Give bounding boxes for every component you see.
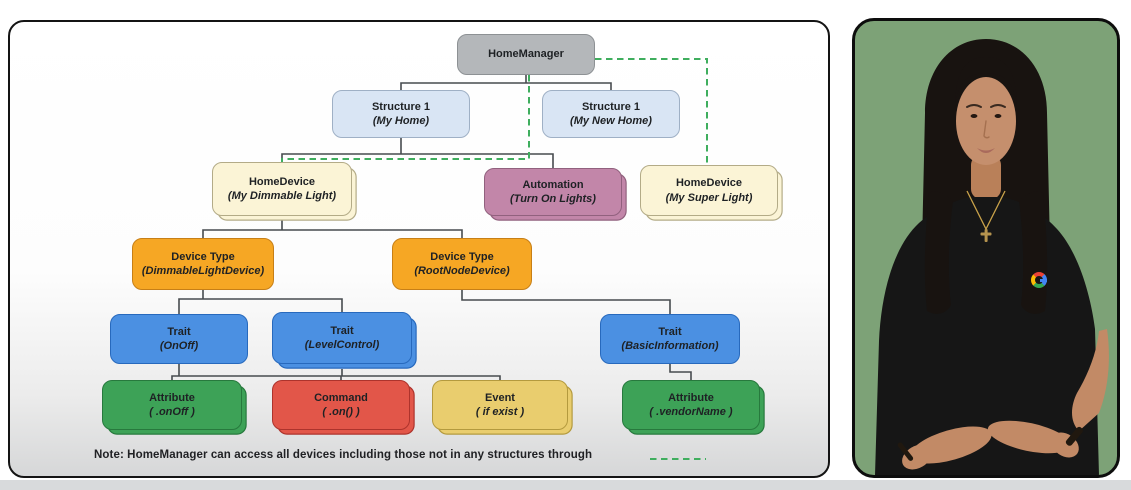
node-structure-my-home: Structure 1 (My Home) <box>332 90 470 138</box>
node-event-ifexist: Event ( if exist ) <box>432 380 568 430</box>
node-home-device-dimmable: HomeDevice (My Dimmable Light) <box>212 162 352 216</box>
node-attribute-onoff: Attribute ( .onOff ) <box>102 380 242 430</box>
player-bottom-strip <box>0 480 1131 490</box>
presenter-eye-right <box>995 114 1002 118</box>
node-automation: Automation (Turn On Lights) <box>484 168 622 216</box>
home-api-hierarchy-diagram <box>8 20 830 478</box>
node-trait-levelcontrol: Trait (LevelControl) <box>272 312 412 364</box>
node-device-type-root: Device Type (RootNodeDevice) <box>392 238 532 290</box>
presenter-eye-left <box>971 114 978 118</box>
node-trait-onoff: Trait (OnOff) <box>110 314 248 364</box>
presenter-hair-strand-left <box>925 191 953 313</box>
presenter-video-panel <box>852 18 1120 478</box>
node-home-manager: HomeManager <box>457 34 595 75</box>
node-device-type-dimmable: Device Type (DimmableLightDevice) <box>132 238 274 290</box>
node-trait-basicinformation: Trait (BasicInformation) <box>600 314 740 364</box>
presenter-hair-strand-right <box>1019 191 1047 313</box>
node-attribute-vendorname: Attribute ( .vendorName ) <box>622 380 760 430</box>
presenter-illustration <box>855 21 1117 475</box>
node-structure-my-new-home: Structure 1 (My New Home) <box>542 90 680 138</box>
google-g-icon <box>1031 272 1047 288</box>
node-home-device-super: HomeDevice (My Super Light) <box>640 165 778 216</box>
diagram-footnote: Note: HomeManager can access all devices including those not in any structures through <box>94 449 593 461</box>
node-command-on: Command ( .on() ) <box>272 380 410 430</box>
